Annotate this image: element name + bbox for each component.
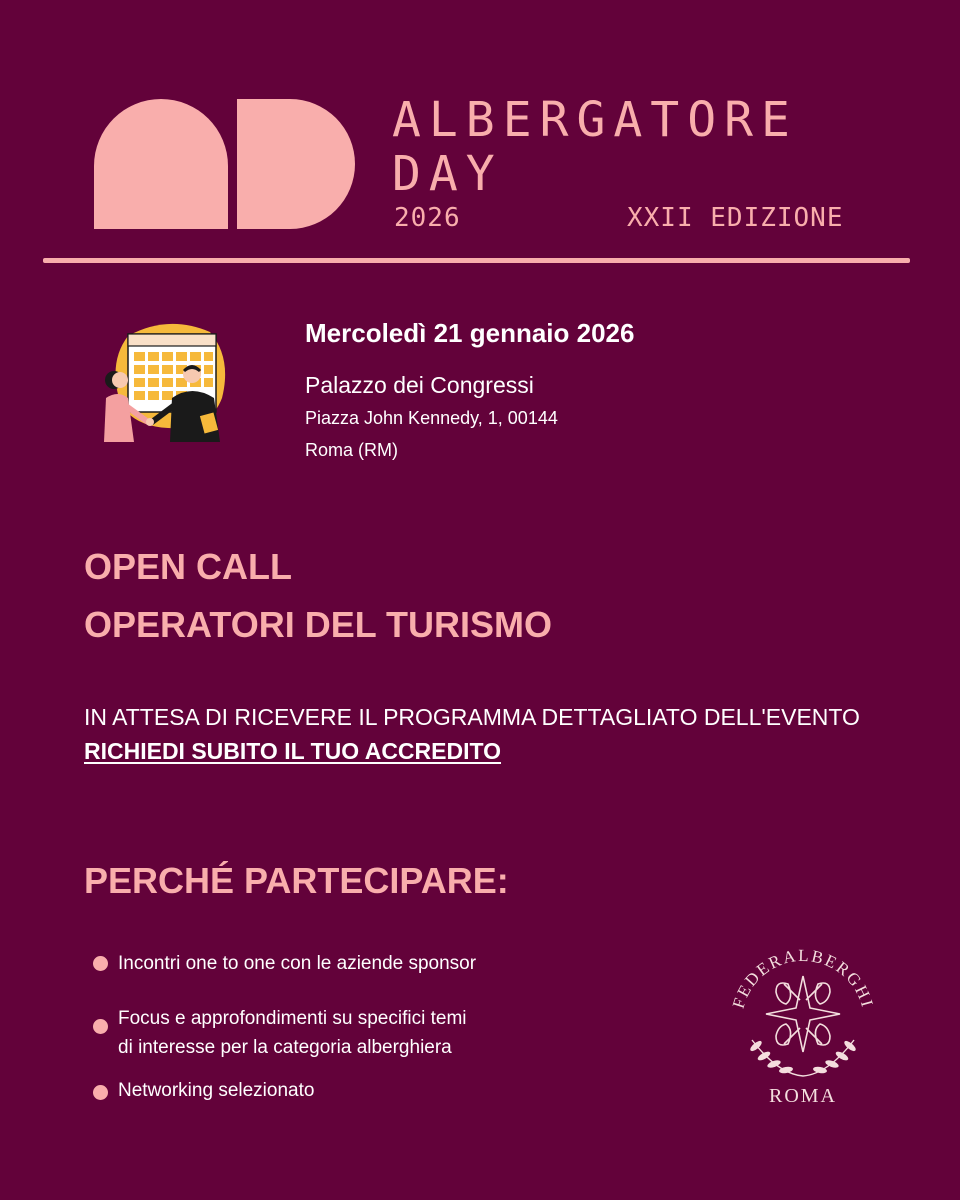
benefit-item-networking: Networking selezionato	[118, 1080, 315, 1101]
event-date: Mercoledì 21 gennaio 2026	[305, 318, 635, 348]
event-address-line1: Piazza John Kennedy, 1, 00144	[305, 408, 558, 428]
bullet-icon	[93, 956, 108, 971]
why-participate-heading: PERCHÉ PARTECIPARE:	[84, 860, 509, 901]
ad-logo-icon	[94, 98, 356, 230]
benefit-item-focus-line1: Focus e approfondimenti su specifici temi	[118, 1008, 467, 1029]
event-address-line2: Roma (RM)	[305, 440, 398, 460]
event-edition: XXII EDIZIONE	[627, 203, 844, 233]
header-divider	[43, 258, 910, 263]
bullet-icon	[93, 1085, 108, 1100]
waiting-program-text: IN ATTESA DI RICEVERE IL PROGRAMMA DETTAGLIATO DELL'EVENTO	[84, 704, 860, 730]
federalberghi-city-text: ROMA	[768, 1085, 838, 1107]
benefit-item-focus-line2: di interesse per la categoria alberghiera	[118, 1037, 452, 1058]
bullet-icon	[93, 1019, 108, 1034]
event-title-line1: ALBERGATORE	[392, 92, 798, 148]
event-title-line2: DAY	[392, 146, 503, 202]
open-call-subheading: OPERATORI DEL TURISMO	[84, 604, 553, 645]
request-accreditation-link[interactable]: RICHIEDI SUBITO IL TUO ACCREDITO	[84, 738, 502, 764]
benefit-item-one-to-one: Incontri one to one con le aziende sponsor	[118, 953, 477, 974]
federalberghi-arc-text: FEDERALBERGHI	[728, 945, 878, 1011]
event-venue: Palazzo dei Congressi	[305, 372, 534, 398]
federalberghi-logo	[728, 928, 878, 1114]
open-call-heading: OPEN CALL	[84, 546, 293, 587]
event-year: 2026	[394, 203, 461, 233]
calendar-handshake-illustration	[98, 318, 230, 446]
